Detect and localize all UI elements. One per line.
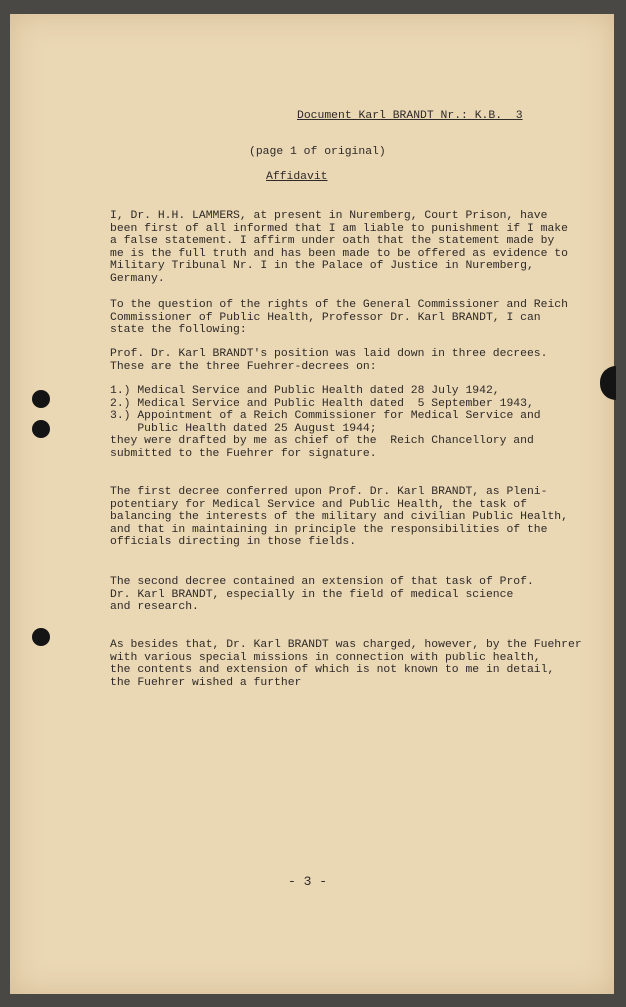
page-edge-notch <box>600 366 616 400</box>
paragraph-special-missions: As besides that, Dr. Karl BRANDT was charged, however, by the Fuehrer with various special missions in connection with public health, the contents and extension of which is not known to me in detail, the Fuehrer wished a further <box>110 639 582 689</box>
document-identifier: Document Karl BRANDT Nr.: K.B. 3 <box>297 110 523 122</box>
document-page <box>10 14 614 994</box>
paragraph-decrees-intro: Prof. Dr. Karl BRANDT's position was laid down in three decrees. These are the three Fuehrer-decrees on: <box>110 348 548 373</box>
paragraph-first-decree: The first decree conferred upon Prof. Dr. Karl BRANDT, as Pleni- potentiary for Medical Service and Public Health, the task of balancing the interests of the military and civilian Public Health, and that in maintaining in principle the responsibilities of the officials directing in those fields. <box>110 486 568 549</box>
punch-hole <box>32 628 50 646</box>
page-note: (page 1 of original) <box>249 146 386 158</box>
paragraph-second-decree: The second decree contained an extension of that task of Prof. Dr. Karl BRANDT, especially in the field of medical science and research. <box>110 576 534 614</box>
paragraph-oath: I, Dr. H.H. LAMMERS, at present in Nuremberg, Court Prison, have been first of all informed that I am liable to punishment if I make a false statement. I affirm under oath that the statement made by me is the full truth and has been made to be offered as evidence to Military Tribunal Nr. I in the Palace of Justice in Nuremberg, Germany. <box>110 210 568 285</box>
document-title: Affidavit <box>266 171 328 183</box>
page-number: - 3 - <box>288 874 328 889</box>
paragraph-question: To the question of the rights of the General Commissioner and Reich Commissioner of Public Health, Professor Dr. Karl BRANDT, I can state the following: <box>110 299 568 337</box>
punch-hole <box>32 390 50 408</box>
punch-hole <box>32 420 50 438</box>
paragraph-decree-list: 1.) Medical Service and Public Health dated 28 July 1942, 2.) Medical Service and Public Health dated 5 September 1943, 3.) Appointment of a Reich Commissioner for Medical Service and Public Health dated 25 August 1944; they were drafted by me as chief of the Reich Chancellory and submitted to the Fuehrer for signature. <box>110 385 541 460</box>
